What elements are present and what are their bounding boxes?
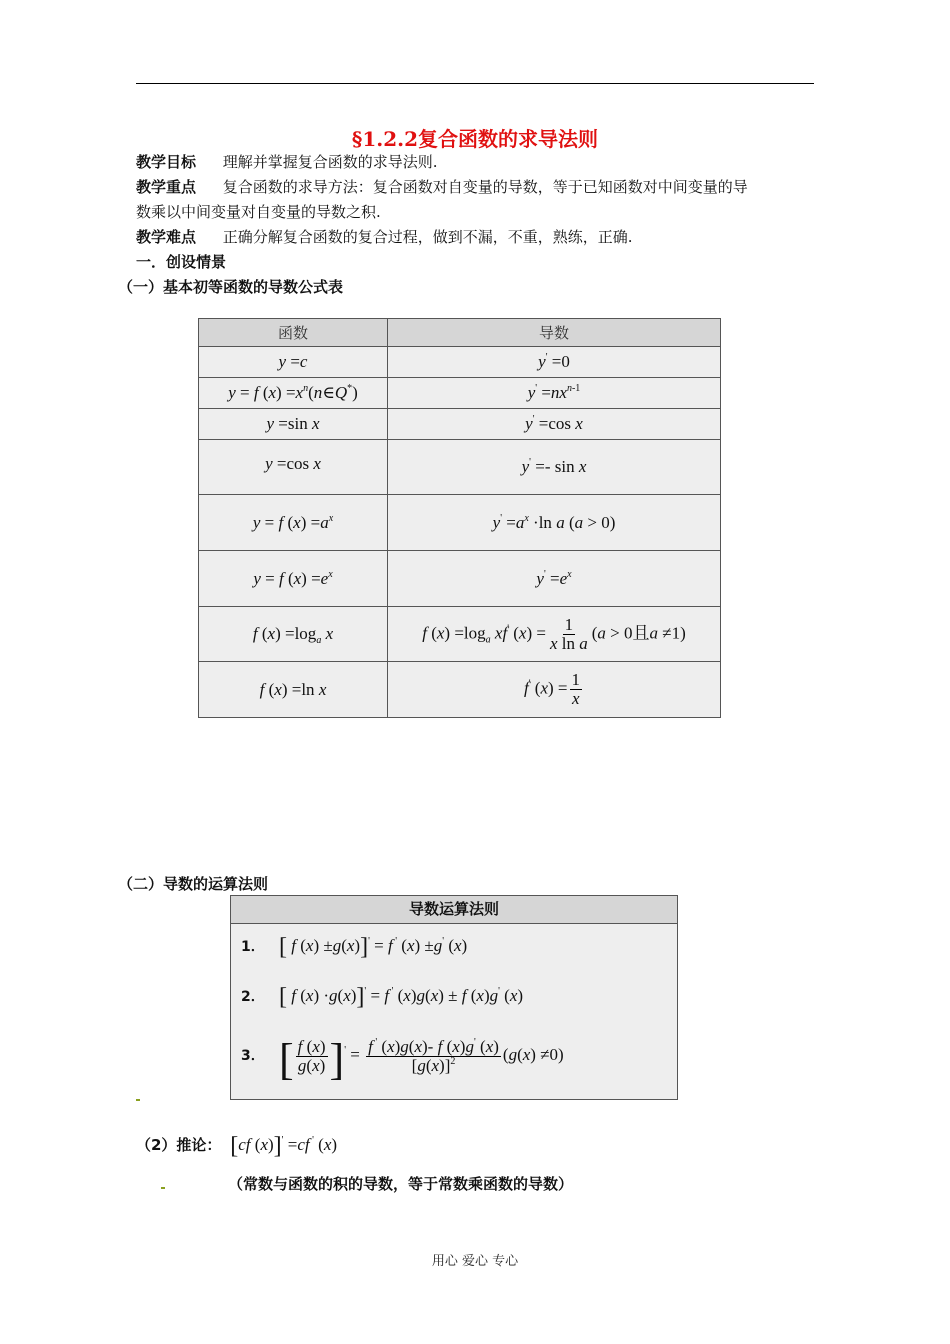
function-cell: f (x) =ln x: [199, 662, 388, 718]
goal-label: 教学目标: [136, 153, 197, 171]
derivative-cell: $y' =a^x \cdot\ln$ a (a > 0): [388, 495, 721, 551]
derivative-cell: $y' =nx^{n-1}$: [388, 378, 721, 409]
fraction: $\frac{1}{\text{x ln a}}$: [549, 614, 588, 653]
difficulty-text: 正确分解复合函数的复合过程，做到不漏，不重，熟练，正确.: [222, 228, 633, 246]
function-cell: y =cos x: [199, 440, 388, 495]
page-footer: 用心 爱心 专心: [431, 1254, 519, 1269]
table-row: [199, 409, 721, 440]
derivative-rules-table: [230, 895, 678, 1100]
subsection-operation-rules: （二）导数的运算法则: [118, 875, 269, 893]
rules-header: 导数运算法则: [231, 896, 677, 924]
derivative-formula-table: [198, 318, 721, 718]
function-cell: y = f $(x) =x^n(n\in Q^*)$: [199, 378, 388, 409]
table-row: [199, 495, 721, 551]
focus-text-1: 复合函数的求导方法：复合函数对自变量的导数，等于已知函数对中间变量的导: [222, 178, 748, 196]
corollary-note: （常数与函数的积的导数，等于常数乘函数的导数）: [228, 1175, 574, 1193]
teaching-goal: [136, 150, 438, 174]
function-cell: y = f $(x) =e^x$: [199, 551, 388, 607]
corollary-label: （2）推论：: [136, 1136, 222, 1154]
function-cell: y =c: [199, 347, 388, 378]
fraction: $\frac{1}{x}$: [571, 670, 580, 708]
goal-text: 理解并掌握复合函数的求导法则.: [222, 153, 438, 171]
table-row: [199, 607, 721, 662]
derivative-cell: f' (x) = $\frac{1}{x}$: [388, 662, 721, 718]
header-rule: [136, 83, 814, 84]
marker-dot: [136, 1099, 140, 1101]
table-row: [199, 440, 721, 495]
rule-sum: 1． [ f (x) ±g(x)]' = f ' (x) ±g' (x): [241, 934, 468, 960]
function-cell: f $(x) =\log_a$ x: [199, 607, 388, 662]
subsection-formula-table: （一）基本初等函数的导数公式表: [118, 278, 344, 296]
derivative-cell: f $(x) =\log_a$ xf' (x) = $\frac{1}{\text{x ln a}}$ (a > 0且a ≠1): [388, 607, 721, 662]
derivative-cell: $y' =e^x$: [388, 551, 721, 607]
table-row: [199, 378, 721, 409]
derivative-cell: y' =0: [388, 347, 721, 378]
header-derivative: 导数: [388, 319, 721, 347]
derivative-cell: y' =- sin x: [388, 440, 721, 495]
function-cell: y =sin x: [199, 409, 388, 440]
rule-number: 3．: [241, 1048, 265, 1064]
derivative-cell: y' =cos x: [388, 409, 721, 440]
rule-quotient: 3． [ $\frac{f (x)}{g(x)}$ ]' = $\frac{f ' (x)g(x)- f (x)g' (x)}{[g(x)]^2}$ (g(x) ≠0): [241, 1035, 564, 1084]
table-header-row: [199, 319, 721, 347]
table-row: [199, 551, 721, 607]
rule-product: 2． [ f (x) ·g(x)]' = f ' (x)g(x) ± f (x)g' (x): [241, 984, 524, 1010]
header-function: 函数: [199, 319, 388, 347]
function-cell: y = f $(x) =a^x$: [199, 495, 388, 551]
focus-text-2: 数乘以中间变量对自变量的导数之积.: [136, 203, 381, 221]
marker-dot: [161, 1187, 165, 1189]
focus-label: 教学重点: [136, 178, 197, 196]
table-row: [199, 347, 721, 378]
page-title: §1.2.2复合函数的求导法则: [351, 127, 599, 151]
table-row: [199, 662, 721, 718]
teaching-difficulty: [136, 225, 633, 249]
difficulty-label: 教学难点: [136, 228, 197, 246]
section-heading: 一．创设情景: [136, 253, 227, 271]
corollary: （2）推论： [cf (x)]' =cf ' (x): [136, 1133, 338, 1159]
rule-number: 2．: [241, 989, 265, 1005]
teaching-focus: [136, 175, 816, 199]
rule-number: 1．: [241, 939, 265, 955]
